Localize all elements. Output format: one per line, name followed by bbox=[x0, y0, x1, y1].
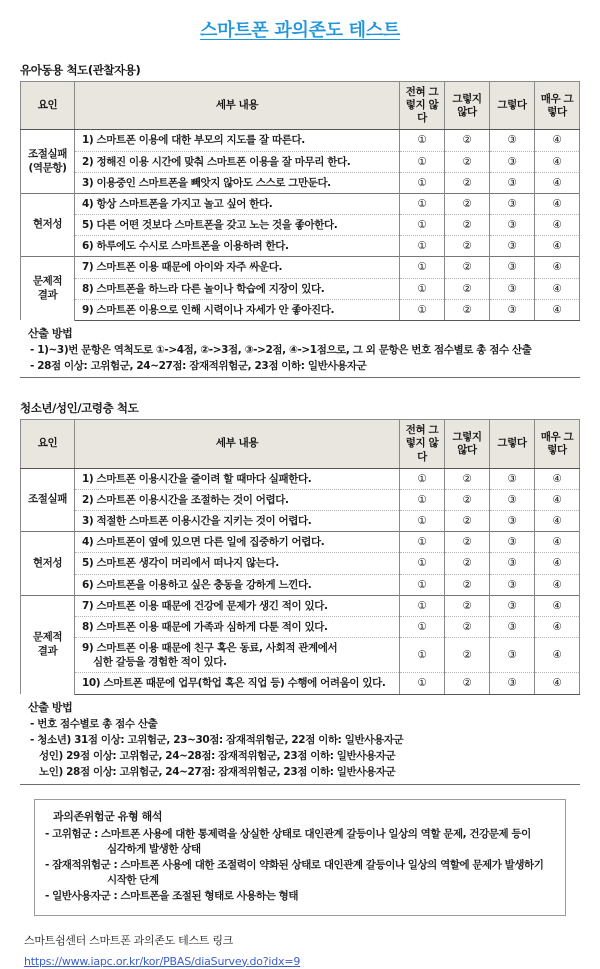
option-mark-1[interactable]: ① bbox=[400, 638, 445, 673]
table-row bbox=[21, 468, 580, 489]
option-mark-1[interactable]: ① bbox=[400, 532, 445, 553]
column-header-option-3: 그렇다 bbox=[490, 82, 535, 130]
table-row bbox=[21, 278, 580, 299]
item-text-line2: 심한 갈등을 경험한 적이 있다. bbox=[93, 656, 227, 669]
option-mark-2[interactable]: ② bbox=[445, 130, 490, 151]
factor-cell bbox=[21, 595, 75, 694]
calculation-line: - 28점 이상: 고위험군, 24~27점: 잠재적위험군, 23점 이하: 일반사용자군 bbox=[30, 360, 367, 373]
option-mark-3[interactable]: ③ bbox=[490, 638, 535, 673]
survey-link[interactable]: https://www.iapc.or.kr/kor/PBAS/diaSurvey.do?idx=9 bbox=[24, 954, 301, 968]
document-page bbox=[0, 16, 600, 968]
table-row bbox=[21, 574, 580, 595]
option-mark-3[interactable]: ③ bbox=[490, 489, 535, 510]
option-mark-2[interactable]: ② bbox=[445, 595, 490, 616]
option-mark-4[interactable]: ④ bbox=[535, 257, 580, 278]
option-mark-2[interactable]: ② bbox=[445, 532, 490, 553]
item-text: 3) 이용중인 스마트폰을 빼앗지 않아도 스스로 그만둔다. bbox=[75, 172, 400, 193]
table-row bbox=[21, 130, 580, 151]
factor-label-line2: 결과 bbox=[37, 644, 58, 657]
option-mark-3[interactable]: ③ bbox=[490, 673, 535, 694]
calculation-line: 노인) 28점 이상: 고위험군, 24~27점: 잠재적위험군, 23점 이하: 일반사용자군 bbox=[39, 766, 396, 779]
item-text: 10) 스마트폰 때문에 업무(학업 혹은 직업 등) 수행에 어려움이 있다. bbox=[75, 673, 400, 694]
section-heading-child-scale: 유아동용 척도(관찰자용) bbox=[20, 63, 141, 77]
option-mark-4[interactable]: ④ bbox=[535, 616, 580, 637]
item-text: 6) 하루에도 수시로 스마트폰을 이용하려 한다. bbox=[75, 236, 400, 257]
calculation-line: - 1)~3)번 문항은 역척도로 ①->4점, ②->3점, ③->2점, ④->1점으로, 그 외 문항은 번호 점수별로 총 점수 산출 bbox=[30, 343, 532, 356]
calculation-title: 산출 방법 bbox=[28, 326, 73, 340]
option-mark-1[interactable]: ① bbox=[400, 673, 445, 694]
column-header-option-1: 전혀 그렇지 않다 bbox=[400, 82, 445, 130]
option-mark-4[interactable]: ④ bbox=[535, 489, 580, 510]
option-mark-3[interactable]: ③ bbox=[490, 236, 535, 257]
option-mark-3[interactable]: ③ bbox=[490, 553, 535, 574]
option-mark-4[interactable]: ④ bbox=[535, 193, 580, 214]
option-mark-2[interactable]: ② bbox=[445, 489, 490, 510]
calculation-method-child bbox=[20, 325, 580, 378]
item-text: 2) 스마트폰 이용시간을 조절하는 것이 어렵다. bbox=[75, 489, 400, 510]
option-mark-2[interactable]: ② bbox=[445, 468, 490, 489]
item-text: 2) 정해진 이용 시간에 맞춰 스마트폰 이용을 잘 마무리 한다. bbox=[75, 151, 400, 172]
table-row bbox=[21, 511, 580, 532]
table-row bbox=[21, 673, 580, 694]
option-mark-1[interactable]: ① bbox=[400, 574, 445, 595]
option-mark-1[interactable]: ① bbox=[400, 236, 445, 257]
option-mark-4[interactable]: ④ bbox=[535, 299, 580, 320]
option-mark-4[interactable]: ④ bbox=[535, 673, 580, 694]
column-header-option-2: 그렇지 않다 bbox=[445, 82, 490, 130]
table-row bbox=[21, 489, 580, 510]
option-mark-1[interactable]: ① bbox=[400, 193, 445, 214]
option-mark-1[interactable]: ① bbox=[400, 489, 445, 510]
factor-label-line2: (역문항) bbox=[28, 161, 67, 174]
item-text: 8) 스마트폰 이용 때문에 가족과 심하게 다툰 적이 있다. bbox=[75, 616, 400, 637]
calculation-line: - 번호 점수별로 총 점수 산출 bbox=[30, 717, 158, 730]
item-text: 4) 스마트폰이 옆에 있으면 다른 일에 집중하기 어렵다. bbox=[75, 532, 400, 553]
table-row bbox=[21, 553, 580, 574]
child-scale-table bbox=[20, 81, 580, 321]
factor-cell bbox=[21, 468, 75, 532]
option-mark-1[interactable]: ① bbox=[400, 151, 445, 172]
table-row bbox=[21, 172, 580, 193]
option-mark-2[interactable]: ② bbox=[445, 638, 490, 673]
interpretation-title: 과의존위험군 유형 해석 bbox=[53, 809, 163, 823]
item-text-multiline bbox=[75, 638, 400, 673]
interpretation-line1: - 일반사용자군 : 스마트폰을 조절된 형태로 사용하는 형태 bbox=[45, 890, 299, 903]
factor-cell bbox=[21, 257, 75, 321]
option-mark-4[interactable]: ④ bbox=[535, 278, 580, 299]
item-text: 5) 다른 어떤 것보다 스마트폰을 갖고 노는 것을 좋아한다. bbox=[75, 215, 400, 236]
calculation-method-adult bbox=[20, 699, 580, 785]
option-mark-3[interactable]: ③ bbox=[490, 193, 535, 214]
table-row bbox=[21, 257, 580, 278]
option-mark-2[interactable]: ② bbox=[445, 257, 490, 278]
option-mark-4[interactable]: ④ bbox=[535, 130, 580, 151]
column-header-option-4: 매우 그렇다 bbox=[535, 420, 580, 468]
option-mark-1[interactable]: ① bbox=[400, 553, 445, 574]
item-text-line1: 9) 스마트폰 이용 때문에 친구 혹은 동료, 사회적 관계에서 bbox=[82, 642, 338, 655]
option-mark-2[interactable]: ② bbox=[445, 193, 490, 214]
option-mark-1[interactable]: ① bbox=[400, 299, 445, 320]
factor-cell bbox=[21, 130, 75, 194]
interpretation-item bbox=[45, 858, 555, 888]
option-mark-2[interactable]: ② bbox=[445, 236, 490, 257]
column-header-detail: 세부 내용 bbox=[75, 82, 400, 130]
option-mark-2[interactable]: ② bbox=[445, 151, 490, 172]
column-header-factor: 요인 bbox=[21, 82, 75, 130]
option-mark-4[interactable]: ④ bbox=[535, 511, 580, 532]
column-header-option-4: 매우 그렇다 bbox=[535, 82, 580, 130]
column-header-option-3: 그렇다 bbox=[490, 420, 535, 468]
table-row bbox=[21, 236, 580, 257]
table-row bbox=[21, 215, 580, 236]
column-header-detail: 세부 내용 bbox=[75, 420, 400, 468]
calculation-title: 산출 방법 bbox=[28, 700, 73, 714]
adult-scale-table bbox=[20, 419, 580, 694]
option-mark-3[interactable]: ③ bbox=[490, 299, 535, 320]
option-mark-1[interactable]: ① bbox=[400, 215, 445, 236]
option-mark-3[interactable]: ③ bbox=[490, 257, 535, 278]
interpretation-line1: - 고위험군 : 스마트폰 사용에 대한 통제력을 상실한 상태로 대인관계 갈등이나 일상의 역할 문제, 건강문제 등이 bbox=[45, 827, 531, 840]
option-mark-1[interactable]: ① bbox=[400, 511, 445, 532]
option-mark-4[interactable]: ④ bbox=[535, 574, 580, 595]
table-row bbox=[21, 532, 580, 553]
option-mark-4[interactable]: ④ bbox=[535, 151, 580, 172]
option-mark-2[interactable]: ② bbox=[445, 553, 490, 574]
calculation-line: 성인) 29점 이상: 고위험군, 24~28점: 잠재적위험군, 23점 이하: 일반사용자군 bbox=[39, 750, 396, 763]
option-mark-2[interactable]: ② bbox=[445, 511, 490, 532]
option-mark-2[interactable]: ② bbox=[445, 278, 490, 299]
column-header-option-2: 그렇지 않다 bbox=[445, 420, 490, 468]
factor-label-line1: 문제적 bbox=[32, 631, 63, 644]
option-mark-4[interactable]: ④ bbox=[535, 553, 580, 574]
option-mark-3[interactable]: ③ bbox=[490, 278, 535, 299]
item-text: 5) 스마트폰 생각이 머리에서 떠나지 않는다. bbox=[75, 553, 400, 574]
interpretation-line2: 시작한 단계 bbox=[107, 874, 159, 887]
section-heading-adult-scale: 청소년/성인/고령층 척도 bbox=[20, 401, 139, 416]
option-mark-3[interactable]: ③ bbox=[490, 532, 535, 553]
option-mark-1[interactable]: ① bbox=[400, 595, 445, 616]
factor-label-line1: 조절실패 bbox=[28, 493, 67, 506]
option-mark-1[interactable]: ① bbox=[400, 468, 445, 489]
option-mark-3[interactable]: ③ bbox=[490, 616, 535, 637]
option-mark-3[interactable]: ③ bbox=[490, 215, 535, 236]
calculation-line: - 청소년) 31점 이상: 고위험군, 23~30점: 잠재적위험군, 22점 이하: 일반사용자군 bbox=[30, 733, 404, 746]
option-mark-3[interactable]: ③ bbox=[490, 468, 535, 489]
interpretation-line2: 심각하게 발생한 상태 bbox=[107, 842, 201, 855]
interpretation-line1: - 잠재적위험군 : 스마트폰 사용에 대한 조절력이 약화된 상태로 대인관계 갈등이나 일상의 역할에 문제가 발생하기 bbox=[45, 858, 544, 871]
option-mark-3[interactable]: ③ bbox=[490, 172, 535, 193]
table-row bbox=[21, 595, 580, 616]
option-mark-3[interactable]: ③ bbox=[490, 130, 535, 151]
table-row bbox=[21, 193, 580, 214]
item-text: 9) 스마트폰 이용으로 인해 시력이나 자세가 안 좋아진다. bbox=[75, 299, 400, 320]
option-mark-2[interactable]: ② bbox=[445, 172, 490, 193]
item-text: 6) 스마트폰을 이용하고 싶은 충동을 강하게 느낀다. bbox=[75, 574, 400, 595]
factor-label-line1: 현저성 bbox=[32, 218, 63, 231]
option-mark-2[interactable]: ② bbox=[445, 616, 490, 637]
option-mark-4[interactable]: ④ bbox=[535, 468, 580, 489]
column-header-factor: 요인 bbox=[21, 420, 75, 468]
item-text: 8) 스마트폰을 하느라 다른 놀이나 학습에 지장이 있다. bbox=[75, 278, 400, 299]
interpretation-item bbox=[45, 889, 555, 904]
page-title: 스마트폰 과의존도 테스트 bbox=[200, 20, 400, 41]
item-text: 7) 스마트폰 이용 때문에 건강에 문제가 생긴 적이 있다. bbox=[75, 595, 400, 616]
item-text: 4) 항상 스마트폰을 가지고 놀고 싶어 한다. bbox=[75, 193, 400, 214]
footer bbox=[20, 932, 580, 969]
table-header-row bbox=[21, 420, 580, 468]
option-mark-1[interactable]: ① bbox=[400, 616, 445, 637]
option-mark-4[interactable]: ④ bbox=[535, 638, 580, 673]
factor-label-line2: 결과 bbox=[37, 288, 58, 301]
factor-label-line1: 문제적 bbox=[32, 275, 63, 288]
item-text: 3) 적절한 스마트폰 이용시간을 지키는 것이 어렵다. bbox=[75, 511, 400, 532]
option-mark-1[interactable]: ① bbox=[400, 130, 445, 151]
option-mark-4[interactable]: ④ bbox=[535, 172, 580, 193]
option-mark-1[interactable]: ① bbox=[400, 278, 445, 299]
factor-cell bbox=[21, 193, 75, 257]
table-row bbox=[21, 638, 580, 673]
option-mark-1[interactable]: ① bbox=[400, 257, 445, 278]
table-header-row bbox=[21, 82, 580, 130]
option-mark-3[interactable]: ③ bbox=[490, 511, 535, 532]
option-mark-4[interactable]: ④ bbox=[535, 595, 580, 616]
table-row bbox=[21, 299, 580, 320]
option-mark-3[interactable]: ③ bbox=[490, 151, 535, 172]
option-mark-4[interactable]: ④ bbox=[535, 236, 580, 257]
option-mark-4[interactable]: ④ bbox=[535, 532, 580, 553]
footer-label: 스마트쉼센터 스마트폰 과의존도 테스트 링크 bbox=[24, 933, 233, 947]
interpretation-box bbox=[34, 799, 566, 916]
table-row bbox=[21, 151, 580, 172]
option-mark-3[interactable]: ③ bbox=[490, 595, 535, 616]
factor-label-line1: 조절실패 bbox=[28, 147, 67, 160]
option-mark-2[interactable]: ② bbox=[445, 574, 490, 595]
option-mark-2[interactable]: ② bbox=[445, 299, 490, 320]
item-text: 1) 스마트폰 이용시간을 줄이려 할 때마다 실패한다. bbox=[75, 468, 400, 489]
option-mark-4[interactable]: ④ bbox=[535, 215, 580, 236]
option-mark-2[interactable]: ② bbox=[445, 215, 490, 236]
factor-label-line1: 현저성 bbox=[32, 556, 63, 569]
interpretation-item bbox=[45, 827, 555, 857]
item-text: 7) 스마트폰 이용 때문에 아이와 자주 싸운다. bbox=[75, 257, 400, 278]
item-text: 1) 스마트폰 이용에 대한 부모의 지도를 잘 따른다. bbox=[75, 130, 400, 151]
factor-cell bbox=[21, 532, 75, 596]
option-mark-3[interactable]: ③ bbox=[490, 574, 535, 595]
column-header-option-1: 전혀 그렇지 않다 bbox=[400, 420, 445, 468]
table-row bbox=[21, 616, 580, 637]
option-mark-1[interactable]: ① bbox=[400, 172, 445, 193]
option-mark-2[interactable]: ② bbox=[445, 673, 490, 694]
